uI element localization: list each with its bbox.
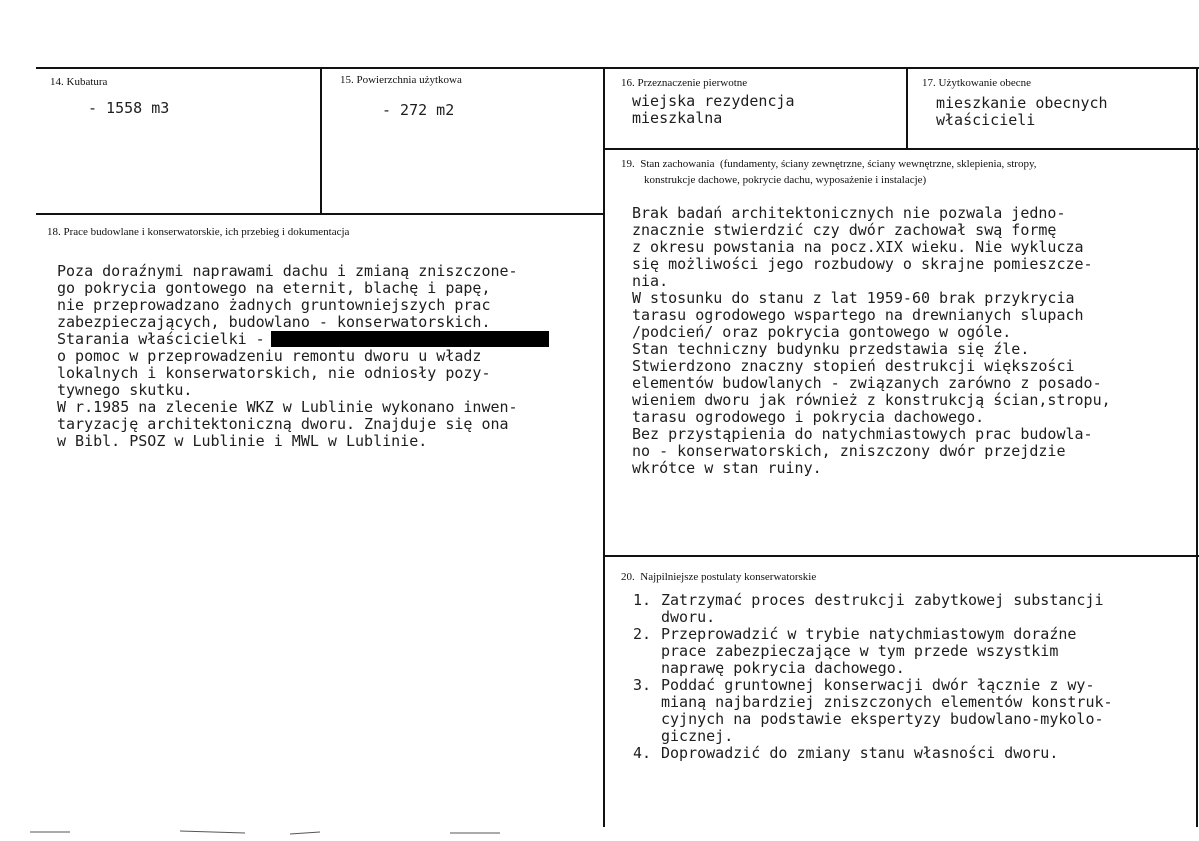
divider-16-17	[906, 67, 908, 149]
field17-label: 17. Użytkowanie obecne	[922, 77, 1032, 89]
field18-line: Poza doraźnymi naprawami dachu i zmianą zniszczone-	[57, 262, 518, 280]
list-item-line: prace zabezpieczające w tym przede wszystkim	[661, 642, 1059, 660]
field15-label: 15. Powierzchnia użytkowa	[340, 74, 462, 86]
redaction-bar	[271, 331, 549, 347]
field19-line: elementów budowlanych - związanych zarówno z posado-	[632, 374, 1102, 392]
field19-label-line1: 19. Stan zachowania (fundamenty, ściany zewnętrzne, ściany wewnętrzne, sklepienia, stropy,	[621, 158, 1037, 170]
rule-under-14-15	[36, 213, 604, 215]
field19-line: się możliwości jego rozbudowy o skrajne pomieszcze-	[632, 255, 1093, 273]
field19-line: /podcień/ oraz pokrycia gontowego w ogóle.	[632, 323, 1012, 341]
field19-line: Stwierdzono znaczny stopień destrukcji większości	[632, 357, 1075, 375]
scan-specks	[30, 828, 550, 838]
list-item-line: Doprowadzić do zmiany stanu własności dworu.	[661, 744, 1059, 762]
right-border	[1196, 67, 1198, 827]
field18-line: nie przeprowadzano żadnych gruntowniejszych prac	[57, 296, 491, 314]
field18-label: 18. Prace budowlane i konserwatorskie, ich przebieg i dokumentacja	[47, 226, 350, 238]
list-item-line: mianą najbardziej zniszczonych elementów konstruk-	[661, 693, 1113, 711]
list-item-line: dworu.	[661, 608, 716, 626]
field19-label-line2: konstrukcje dachowe, pokrycie dachu, wyposażenie i instalacje)	[644, 174, 927, 186]
field16-line: wiejska rezydencja	[632, 92, 795, 110]
rule-under-16-17	[603, 148, 1199, 150]
field19-line: Brak badań architektonicznych nie pozwala jedno-	[632, 204, 1066, 222]
field16-line: mieszkalna	[632, 109, 723, 127]
field19-body	[632, 205, 1111, 477]
field17-line: właścicieli	[936, 111, 1036, 129]
list-item-number: 4.	[633, 744, 652, 762]
field18-line: o pomoc w przeprowadzeniu remontu dworu u władz	[57, 347, 482, 365]
field19-line: z okresu powstania na pocz.XIX wieku. Nie wyklucza	[632, 238, 1084, 256]
field16-label: 16. Przeznaczenie pierwotne	[621, 77, 748, 89]
list-item-line: Poddać gruntownej konserwacji dwór łącznie z wy-	[661, 676, 1095, 694]
list-item-line: Zatrzymać proces destrukcji zabytkowej substancji	[661, 591, 1104, 609]
field14-label: 14. Kubatura	[50, 76, 108, 88]
list-item-number: 3.	[633, 676, 652, 694]
field19-line: no - konserwatorskich, zniszczony dwór przejdzie	[632, 442, 1066, 460]
field18-body	[57, 263, 549, 450]
field17-line: mieszkanie obecnych	[936, 94, 1108, 112]
field19-line: tarasu ogrodowego i pokrycia dachowego.	[632, 408, 985, 426]
field17-value	[936, 95, 1108, 129]
field18-line: zabezpieczających, budowlano - konserwatorskich.	[57, 313, 491, 331]
field15-value: - 272 m2	[382, 101, 455, 119]
field19-line: znacznie stwierdzić czy dwór zachował swą formę	[632, 221, 1057, 239]
field18-line: tywnego skutku.	[57, 381, 193, 399]
list-item	[633, 745, 1113, 762]
field18-line: w Bibl. PSOZ w Lublinie i MWL w Lublinie.	[57, 432, 428, 450]
field19-line: Stan techniczny budynku przedstawia się źle.	[632, 340, 1030, 358]
field19-line: tarasu ogrodowego wspartego na drewnianych slupach	[632, 306, 1084, 324]
field18-line: go pokrycia gontowego na eternit, blachę i papę,	[57, 279, 491, 297]
field16-value	[632, 93, 795, 127]
divider-15-16	[603, 67, 605, 827]
rule-above-20	[603, 555, 1199, 557]
field14-value: - 1558 m3	[88, 99, 170, 117]
list-item	[633, 592, 1113, 626]
field18-line: Starania właścicielki -	[57, 330, 265, 348]
list-item-line: cyjnych na podstawie ekspertyzy budowlano-mykolo-	[661, 710, 1104, 728]
list-item-line: naprawę pokrycia dachowego.	[661, 659, 905, 677]
top-rule	[36, 67, 1199, 69]
list-item-line: Przeprowadzić w trybie natychmiastowym doraźne	[661, 625, 1077, 643]
list-item	[633, 677, 1113, 745]
field20-label: 20. Najpilniejsze postulaty konserwatorskie	[621, 571, 817, 583]
field18-line: W r.1985 na zlecenie WKZ w Lublinie wykonano inwen-	[57, 398, 518, 416]
field19-line: wieniem dworu jak również z konstrukcją ścian,stropu,	[632, 391, 1111, 409]
field18-redaction-row	[57, 331, 549, 348]
field20-list	[633, 592, 1113, 762]
field19-line: nia.	[632, 272, 669, 290]
field19-line: Bez przystąpienia do natychmiastowych prac budowla-	[632, 425, 1093, 443]
list-item	[633, 626, 1113, 677]
list-item-number: 2.	[633, 625, 652, 643]
field19-line: wkrótce w stan ruiny.	[632, 459, 822, 477]
field19-line: W stosunku do stanu z lat 1959-60 brak przykrycia	[632, 289, 1075, 307]
field18-line: taryzację architektoniczną dworu. Znajduje się ona	[57, 415, 509, 433]
list-item-line: gicznej.	[661, 727, 734, 745]
field18-line: lokalnych i konserwatorskich, nie odniosły pozy-	[57, 364, 491, 382]
list-item-number: 1.	[633, 591, 652, 609]
divider-14-15	[320, 67, 322, 214]
